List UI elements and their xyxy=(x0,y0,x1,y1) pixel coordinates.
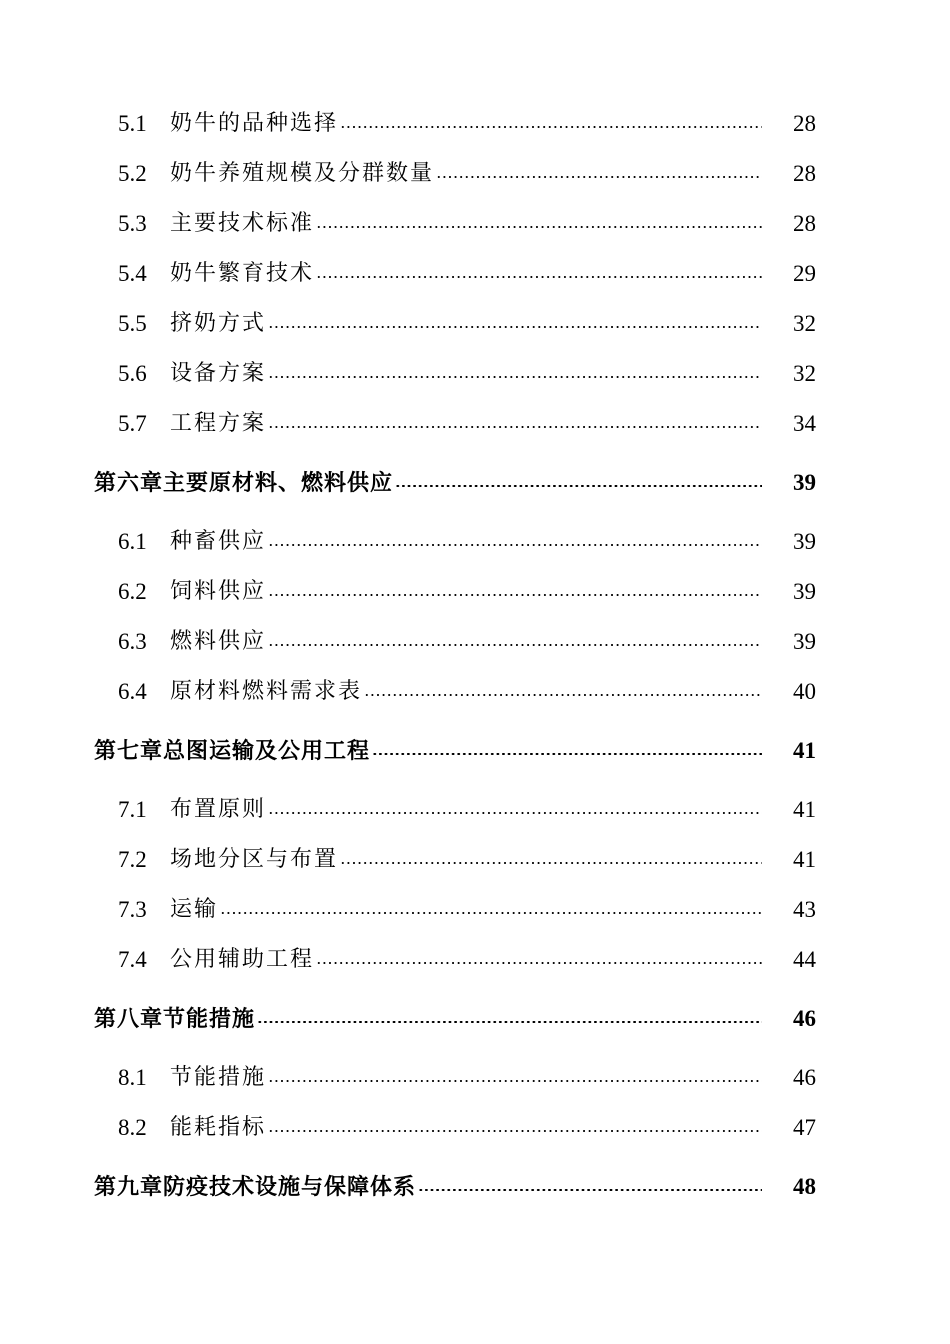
section-number: 8.2 xyxy=(118,1115,147,1140)
dot-leader xyxy=(340,862,762,864)
section-number: 7.2 xyxy=(118,847,147,872)
dot-leader xyxy=(372,753,762,755)
section-number: 5.1 xyxy=(118,111,147,136)
page-number: 48 xyxy=(793,1174,816,1199)
toc-entry[interactable] xyxy=(0,893,950,927)
section-number: 7.3 xyxy=(118,897,147,922)
toc-entry[interactable] xyxy=(0,943,950,977)
page-number: 46 xyxy=(793,1006,816,1031)
section-title: 场地分区与布置 xyxy=(170,847,339,872)
dot-leader xyxy=(364,694,762,696)
section-title: 奶牛繁育技术 xyxy=(170,261,315,286)
page-number: 47 xyxy=(793,1115,816,1140)
page-number: 32 xyxy=(793,361,816,386)
section-number: 7.1 xyxy=(118,797,147,822)
toc-entry[interactable] xyxy=(0,793,950,827)
dot-leader xyxy=(418,1189,762,1191)
chapter-title: 第七章总图运输及公用工程 xyxy=(94,738,371,764)
page-number: 39 xyxy=(793,470,816,495)
page-number: 32 xyxy=(793,311,816,336)
page-number: 28 xyxy=(793,211,816,236)
toc-chapter-entry[interactable] xyxy=(0,734,950,768)
page-number: 44 xyxy=(793,947,816,972)
section-title: 奶牛的品种选择 xyxy=(170,111,339,136)
toc-entry[interactable] xyxy=(0,107,950,141)
section-title: 节能措施 xyxy=(170,1065,267,1090)
dot-leader xyxy=(268,1130,762,1132)
page-number: 29 xyxy=(793,261,816,286)
page-number: 46 xyxy=(793,1065,816,1090)
toc-entry[interactable] xyxy=(0,1111,950,1145)
toc-entry[interactable] xyxy=(0,843,950,877)
page-number: 39 xyxy=(793,529,816,554)
chapter-title: 第九章防疫技术设施与保障体系 xyxy=(94,1174,417,1200)
dot-leader xyxy=(268,1080,762,1082)
toc-entry[interactable] xyxy=(0,407,950,441)
section-title: 挤奶方式 xyxy=(170,311,267,336)
toc-entry[interactable] xyxy=(0,575,950,609)
chapter-title: 第八章节能措施 xyxy=(94,1006,256,1032)
toc-entry[interactable] xyxy=(0,157,950,191)
section-title: 种畜供应 xyxy=(170,529,267,554)
toc-chapter-entry[interactable] xyxy=(0,1002,950,1036)
page-number: 43 xyxy=(793,897,816,922)
dot-leader xyxy=(268,326,762,328)
toc-entry[interactable] xyxy=(0,207,950,241)
page-number: 39 xyxy=(793,629,816,654)
section-title: 燃料供应 xyxy=(170,629,267,654)
dot-leader xyxy=(316,226,762,228)
dot-leader xyxy=(268,594,762,596)
section-number: 6.4 xyxy=(118,679,147,704)
section-number: 5.6 xyxy=(118,361,147,386)
section-title: 原材料燃料需求表 xyxy=(170,679,363,704)
dot-leader xyxy=(268,644,762,646)
toc-chapter-entry[interactable] xyxy=(0,1170,950,1204)
page-number: 28 xyxy=(793,161,816,186)
dot-leader xyxy=(340,126,762,128)
section-number: 5.7 xyxy=(118,411,147,436)
section-title: 公用辅助工程 xyxy=(170,947,315,972)
section-number: 7.4 xyxy=(118,947,147,972)
dot-leader xyxy=(257,1021,762,1023)
section-number: 5.5 xyxy=(118,311,147,336)
dot-leader xyxy=(268,376,762,378)
dot-leader xyxy=(316,276,762,278)
toc-entry[interactable] xyxy=(0,1061,950,1095)
toc-chapter-entry[interactable] xyxy=(0,466,950,500)
section-number: 6.3 xyxy=(118,629,147,654)
section-number: 8.1 xyxy=(118,1065,147,1090)
page-number: 41 xyxy=(793,797,816,822)
section-number: 5.3 xyxy=(118,211,147,236)
toc-entry[interactable] xyxy=(0,675,950,709)
page-number: 34 xyxy=(793,411,816,436)
section-title: 主要技术标准 xyxy=(170,211,315,236)
page-number: 39 xyxy=(793,579,816,604)
section-title: 工程方案 xyxy=(170,411,267,436)
toc-entry[interactable] xyxy=(0,257,950,291)
dot-leader xyxy=(316,962,762,964)
toc-entry[interactable] xyxy=(0,525,950,559)
section-title: 布置原则 xyxy=(170,797,267,822)
dot-leader xyxy=(395,485,762,487)
section-title: 运输 xyxy=(170,897,219,922)
page-number: 41 xyxy=(793,847,816,872)
dot-leader xyxy=(268,812,762,814)
toc-entry[interactable] xyxy=(0,625,950,659)
dot-leader xyxy=(220,912,762,914)
page-number: 40 xyxy=(793,679,816,704)
section-title: 能耗指标 xyxy=(170,1115,267,1140)
section-number: 5.2 xyxy=(118,161,147,186)
section-title: 奶牛养殖规模及分群数量 xyxy=(170,161,435,186)
section-number: 5.4 xyxy=(118,261,147,286)
dot-leader xyxy=(268,426,762,428)
toc-entry[interactable] xyxy=(0,357,950,391)
toc-entry[interactable] xyxy=(0,307,950,341)
page-number: 28 xyxy=(793,111,816,136)
chapter-title: 第六章主要原材料、燃料供应 xyxy=(94,470,394,496)
page-number: 41 xyxy=(793,738,816,763)
dot-leader xyxy=(436,176,762,178)
section-number: 6.2 xyxy=(118,579,147,604)
section-number: 6.1 xyxy=(118,529,147,554)
section-title: 设备方案 xyxy=(170,361,267,386)
dot-leader xyxy=(268,544,762,546)
section-title: 饲料供应 xyxy=(170,579,267,604)
